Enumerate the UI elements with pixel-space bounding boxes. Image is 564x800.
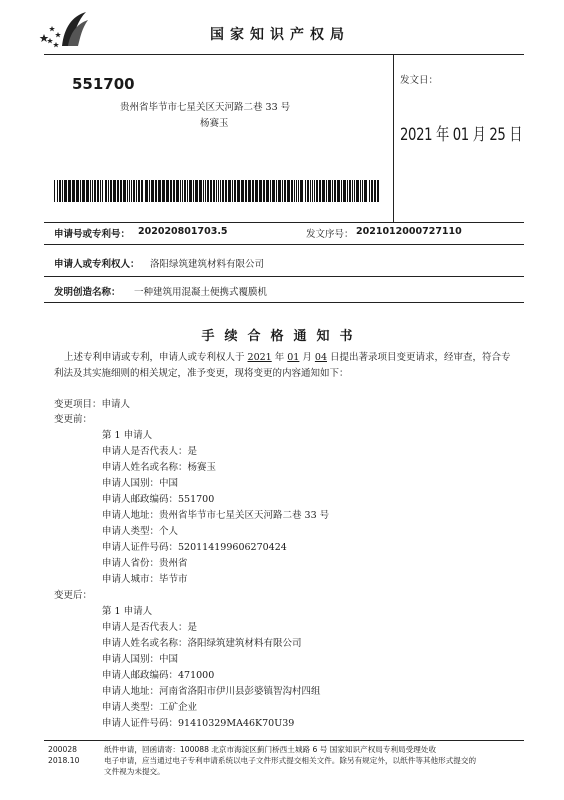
footer-form-code: 200028 [48,745,77,754]
list-item: 申请人是否代表人：是 [102,622,198,633]
barcode-bar [332,180,333,202]
barcode-bar [189,180,192,202]
barcode-bar [282,180,283,202]
barcode-bar [234,180,236,202]
barcode-bar [296,180,297,202]
barcode-bar [245,180,247,202]
barcode-bar [225,180,227,202]
barcode-bar [131,180,132,202]
barcode-bar [129,180,130,202]
barcode-bar [193,180,194,202]
barcode-bar [371,180,373,202]
barcode-bar [207,180,209,202]
barcode-bar [86,180,89,202]
row-divider [44,244,524,245]
barcode-bar [120,180,122,202]
invention-title-label: 发明创造名称： [54,287,121,298]
barcode-bar [117,180,119,202]
year-suffix: 年 [271,352,288,363]
barcode-bar [354,180,355,202]
barcode-bar [176,180,179,202]
notice-title: 手续合格通知书 [201,329,363,344]
barcode-bar [278,180,281,202]
barcode-bar [210,180,212,202]
footer-form-date: 2018.10 [48,756,80,765]
barcode-bar [291,180,293,202]
footer-line-3: 文件视为未提交。 [104,767,165,776]
barcode-bar [272,180,275,202]
footer-line-2: 电子申请，应当通过电子专利申请系统以电子文件形式提交相关文件。除另有规定外，以纸件等其他形式提交的 [104,756,477,765]
barcode-bar [352,180,353,202]
applicant-value: 洛阳绿筑建筑材料有限公司 [150,259,265,270]
barcode-bar [170,180,172,202]
office-title: 国家知识产权局 [210,27,350,43]
barcode-bar [149,180,150,202]
barcode-bar [356,180,359,202]
footer-divider [44,740,524,741]
barcode-bar [284,180,286,202]
barcode-bar [182,180,183,202]
barcode-bar [374,180,376,202]
barcode-bar [100,180,101,202]
barcode-bar [241,180,244,202]
barcode-bar [105,180,107,202]
notice-paragraph [54,350,524,382]
list-item: 申请人省份：贵州省 [102,558,188,569]
barcode-bar [337,180,340,202]
issue-date-value: 2021 年 01 月 25 日 [400,125,523,145]
barcode-bar [162,180,165,202]
barcode-bar [362,180,363,202]
barcode-bar [173,180,175,202]
request-year: 2021 [247,352,272,363]
barcode-bar [113,180,116,202]
barcode-bar [94,180,96,202]
barcode-bar [326,180,327,202]
invention-title-value: 一种建筑用混凝土便携式覆膜机 [134,287,268,298]
list-item: 第 1 申请人 [102,430,153,441]
barcode-bar [145,180,148,202]
list-item: 申请人地址：贵州省毕节市七星关区天河路二巷 33 号 [102,510,330,521]
barcode-bar [263,180,265,202]
list-item: 第 1 申请人 [102,606,153,617]
barcode-bar [276,180,277,202]
barcode-bar [97,180,99,202]
after-change-list [102,604,321,732]
barcode-bar [199,180,202,202]
barcode-bar [218,180,219,202]
barcode-bar [195,180,198,202]
barcode-bar [310,180,311,202]
list-item: 申请人证件号码：91410329MA46K70U39 [102,718,295,729]
barcode-bar [328,180,331,202]
barcode-bar [319,180,321,202]
list-item: 申请人邮政编码：471000 [102,670,215,681]
barcode [54,180,380,202]
list-item: 申请人证件号码：520114199606270424 [102,542,287,553]
barcode-bar [64,180,67,202]
barcode-bar [203,180,204,202]
barcode-bar [62,180,63,202]
barcode-bar [90,180,91,202]
barcode-bar [307,180,309,202]
barcode-bar [180,180,181,202]
application-number-label: 申请号或专利号： [54,229,131,240]
barcode-bar [334,180,336,202]
date-column-divider [393,54,394,222]
header-divider [44,54,524,55]
list-item: 申请人姓名或名称：洛阳绿筑建筑材料有限公司 [102,638,302,649]
barcode-bar [76,180,79,202]
row-divider [44,302,524,303]
barcode-bar [72,180,75,202]
barcode-bar [314,180,315,202]
barcode-bar [110,180,112,202]
list-item: 申请人类型：个人 [102,526,179,537]
paragraph-line-2: 利法及其实施细则的相关规定，准予变更，现将变更的内容通知如下： [54,368,349,379]
barcode-bar [300,180,303,202]
barcode-bar [102,180,103,202]
barcode-bar [59,180,61,202]
barcode-bar [270,180,271,202]
barcode-bar [123,180,126,202]
barcode-bar [294,180,295,202]
list-item: 申请人城市：毕节市 [102,574,188,585]
barcode-bar [305,180,306,202]
barcode-bar [68,180,71,202]
barcode-bar [248,180,251,202]
applicant-label: 申请人或专利权人： [54,259,140,270]
serial-number-label: 发文序号： [306,229,354,240]
barcode-bar [222,180,224,202]
cnipa-emblem-icon [38,10,90,48]
barcode-bar [82,180,85,202]
barcode-bar [364,180,367,202]
barcode-bar [287,180,290,202]
barcode-bar [133,180,135,202]
barcode-bar [184,180,186,202]
barcode-bar [141,180,143,202]
barcode-bar [259,180,262,202]
barcode-bar [151,180,154,202]
barcode-bar [322,180,325,202]
barcode-bar [360,180,361,202]
list-item: 申请人地址：河南省洛阳市伊川县彭婆镇智沟村四组 [102,686,321,697]
barcode-bar [232,180,233,202]
barcode-bar [92,180,93,202]
barcode-bar [316,180,318,202]
barcode-bar [369,180,370,202]
issue-date-label: 发文日： [400,75,439,86]
barcode-bar [187,180,188,202]
month-suffix: 月 [299,352,315,363]
barcode-bar [341,180,342,202]
barcode-bar [220,180,221,202]
list-item: 申请人类型：工矿企业 [102,702,198,713]
barcode-bar [108,180,109,202]
barcode-bar [127,180,128,202]
list-item: 申请人国别：中国 [102,654,179,665]
barcode-bar [349,180,351,202]
list-item: 申请人国别：中国 [102,478,179,489]
barcode-bar [228,180,231,202]
paragraph-text-b: 日提出著录项目变更请求，经审查，符合专 [327,352,511,363]
application-number-value: 202020801703.5 [138,226,228,237]
serial-number-value: 2021012000727110 [356,226,462,237]
barcode-bar [136,180,137,202]
list-item: 申请人邮政编码：551700 [102,494,215,505]
barcode-bar [57,180,58,202]
list-item: 申请人姓名或名称：杨赛玉 [102,462,217,473]
before-change-list [102,428,329,588]
barcode-bar [377,180,379,202]
request-month: 01 [287,352,300,363]
list-item: 申请人是否代表人：是 [102,446,198,457]
barcode-bar [298,180,299,202]
barcode-bar [237,180,240,202]
row-divider [44,276,524,277]
barcode-bar [80,180,81,202]
change-item-label: 变更项目：申请人 [54,399,131,410]
row-divider [44,222,524,223]
request-day: 04 [314,352,327,363]
barcode-bar [54,180,55,202]
barcode-bar [155,180,157,202]
barcode-bar [252,180,254,202]
barcode-bar [312,180,313,202]
recipient-postal-code: 551700 [72,75,135,93]
after-change-label: 变更后： [54,590,93,601]
footer-line-1: 纸件申请，回函请寄：100088 北京市海淀区蓟门桥西土城路 6 号 国家知识产权局专利局受理处收 [104,745,437,754]
barcode-bar [255,180,258,202]
barcode-bar [216,180,217,202]
barcode-bar [205,180,206,202]
barcode-bar [166,180,169,202]
before-change-label: 变更前： [54,414,93,425]
paragraph-text-a: 上述专利申请或专利，申请人或专利权人于 [64,352,248,363]
barcode-bar [343,180,346,202]
recipient-name: 杨赛玉 [200,118,229,129]
barcode-bar [213,180,215,202]
barcode-bar [158,180,161,202]
recipient-address: 贵州省毕节市七星关区天河路二巷 33 号 [120,102,291,113]
barcode-bar [138,180,140,202]
barcode-bar [347,180,348,202]
barcode-bar [266,180,269,202]
